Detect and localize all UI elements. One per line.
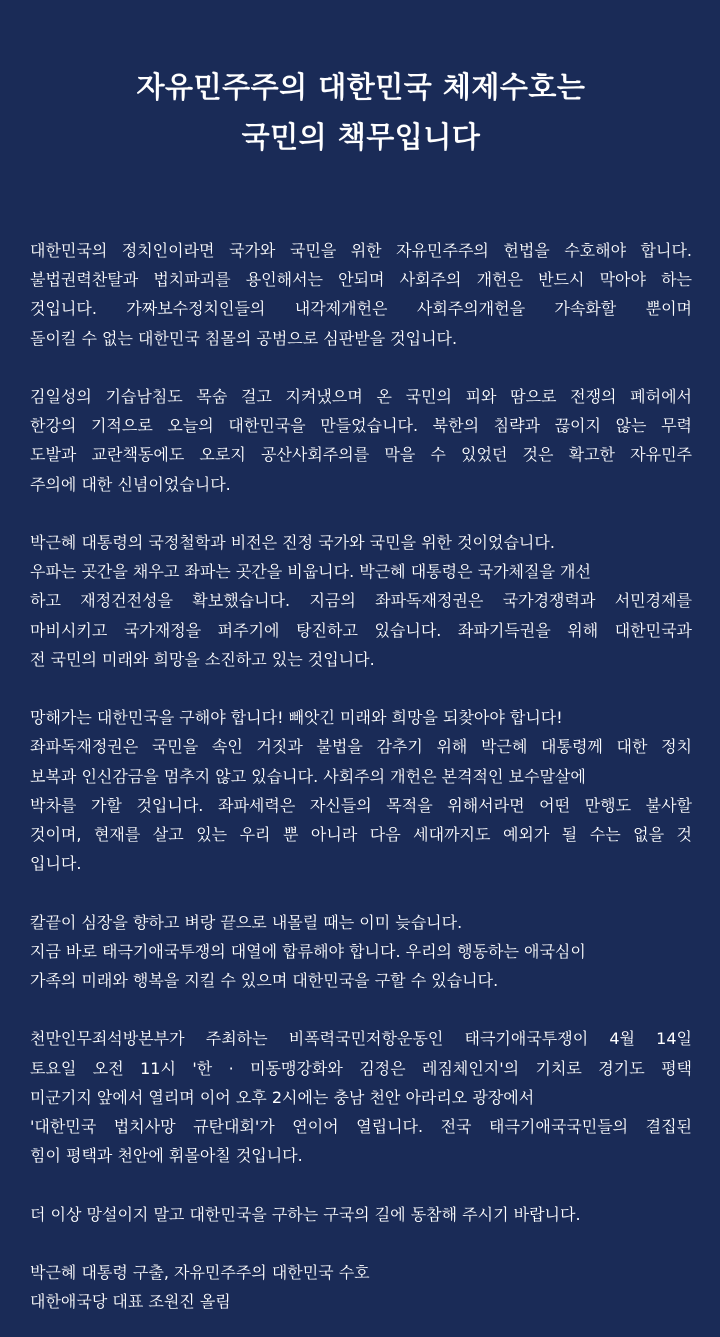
paragraph-line: 더 이상 망설이지 말고 대한민국을 구하는 구국의 길에 동참해 주시기 바랍니다.: [30, 1204, 581, 1224]
paragraph-line: 칼끝이 심장을 향하고 벼랑 끝으로 내몰릴 때는 이미 늦습니다.: [30, 912, 463, 932]
page-title: [30, 62, 692, 162]
paragraph-line: 가족의 미래와 행복을 지킬 수 있으며 대한민국을 구할 수 있습니다.: [30, 971, 499, 991]
paragraph-line: 지금 바로 태극기애국투쟁의 대열에 합류해야 합니다. 우리의 행동하는 애국심이: [30, 941, 586, 961]
paragraph-line: 김일성의 기습남침도 목숨 걸고 지켜냈으며 온 국민의 피와 땀으로 전쟁의 폐허에서: [30, 387, 692, 406]
paragraph-history: [30, 382, 692, 499]
paragraph-line: 보복과 인신감금을 멈추지 않고 있습니다. 사회주의 개헌은 본격적인 보수말살에: [30, 766, 586, 786]
paragraph-policy: [30, 528, 692, 674]
paragraph-line: 전 국민의 미래와 희망을 소진하고 있는 것입니다.: [30, 649, 375, 669]
paragraph-closing-appeal: [30, 1200, 692, 1229]
paragraph-constitution: [30, 236, 692, 353]
paragraph-line: 우파는 곳간을 채우고 좌파는 곳간을 비웁니다. 박근혜 대통령은 국가체질을 개선: [30, 562, 591, 582]
paragraph-line: 한강의 기적으로 오늘의 대한민국을 만들었습니다. 북한의 침략과 끊이지 않는 무력: [30, 416, 692, 436]
paragraph-line: 돌이킬 수 없는 대한민국 침몰의 공범으로 심판받을 것입니다.: [30, 328, 458, 348]
paragraph-line: 미군기지 앞에서 열리며 이어 오후 2시에는 충남 천안 아라리오 광장에서: [30, 1087, 535, 1107]
title-line-2: 국민의 책무입니다: [241, 120, 481, 154]
signature-block: [30, 1258, 692, 1316]
paragraph-line: 천만인무죄석방본부가 주최하는 비폭력국민저항운동인 태극기애국투쟁이 4월 14일: [30, 1029, 692, 1049]
paragraph-line: 불법권력찬탈과 법치파괴를 용인해서는 안되며 사회주의 개헌은 반드시 막아야 하는: [30, 270, 692, 290]
paragraph-crisis: [30, 703, 692, 878]
paragraph-line: 주의에 대한 신념이었습니다.: [30, 474, 231, 494]
paragraph-line: 힘이 평택과 천안에 휘몰아칠 것입니다.: [30, 1146, 303, 1166]
paragraph-line: 도발과 교란책동에도 오로지 공산사회주의를 막을 수 있었던 것은 확고한 자유민주: [30, 445, 692, 465]
title-line-1: 자유민주주의 대한민국 체제수호는: [136, 70, 586, 104]
paragraph-line: 좌파독재정권은 국민을 속인 거짓과 불법을 감추기 위해 박근혜 대통령께 대한 정치: [30, 737, 692, 757]
statement-body: [30, 236, 692, 1316]
paragraph-line: 하고 재정건전성을 확보했습니다. 지금의 좌파독재정권은 국가경쟁력과 서민경제를: [30, 591, 692, 611]
paragraph-line: 박차를 가할 것입니다. 좌파세력은 자신들의 목적을 위해서라면 어떤 만행도 불사할: [30, 795, 692, 815]
paragraph-line: 마비시키고 국가재정을 퍼주기에 탕진하고 있습니다. 좌파기득권을 위해 대한민국과: [30, 620, 692, 640]
paragraph-line: 박근혜 대통령의 국정철학과 비전은 진정 국가와 국민을 위한 것이었습니다.: [30, 533, 555, 552]
paragraph-line: 토요일 오전 11시 '한 · 미동맹강화와 김정은 레짐체인지'의 기치로 경기도 평택: [30, 1058, 692, 1078]
paragraph-line: 망해가는 대한민국을 구해야 합니다! 빼앗긴 미래와 희망을 되찾아야 합니다!: [30, 708, 563, 728]
paragraph-line: 입니다.: [30, 854, 82, 874]
paragraph-call-to-join: [30, 908, 692, 996]
signature-author: 대한애국당 대표 조원진 올림: [30, 1292, 231, 1312]
paragraph-line: 것입니다. 가짜보수정치인들의 내각제개헌은 사회주의개헌을 가속화할 뿐이며: [30, 299, 692, 319]
paragraph-event-announcement: [30, 1024, 692, 1170]
paragraph-line: 대한민국의 정치인이라면 국가와 국민을 위한 자유민주주의 헌법을 수호해야 합니다.: [30, 241, 692, 260]
paragraph-line: '대한민국 법치사망 규탄대회'가 연이어 열립니다. 전국 태극기애국국민들의 결집된: [30, 1117, 692, 1137]
paragraph-line: 것이며, 현재를 살고 있는 우리 뿐 아니라 다음 세대까지도 예외가 될 수는 없을 것: [30, 825, 692, 845]
signature-slogan: 박근혜 대통령 구출, 자유민주주의 대한민국 수호: [30, 1263, 370, 1282]
